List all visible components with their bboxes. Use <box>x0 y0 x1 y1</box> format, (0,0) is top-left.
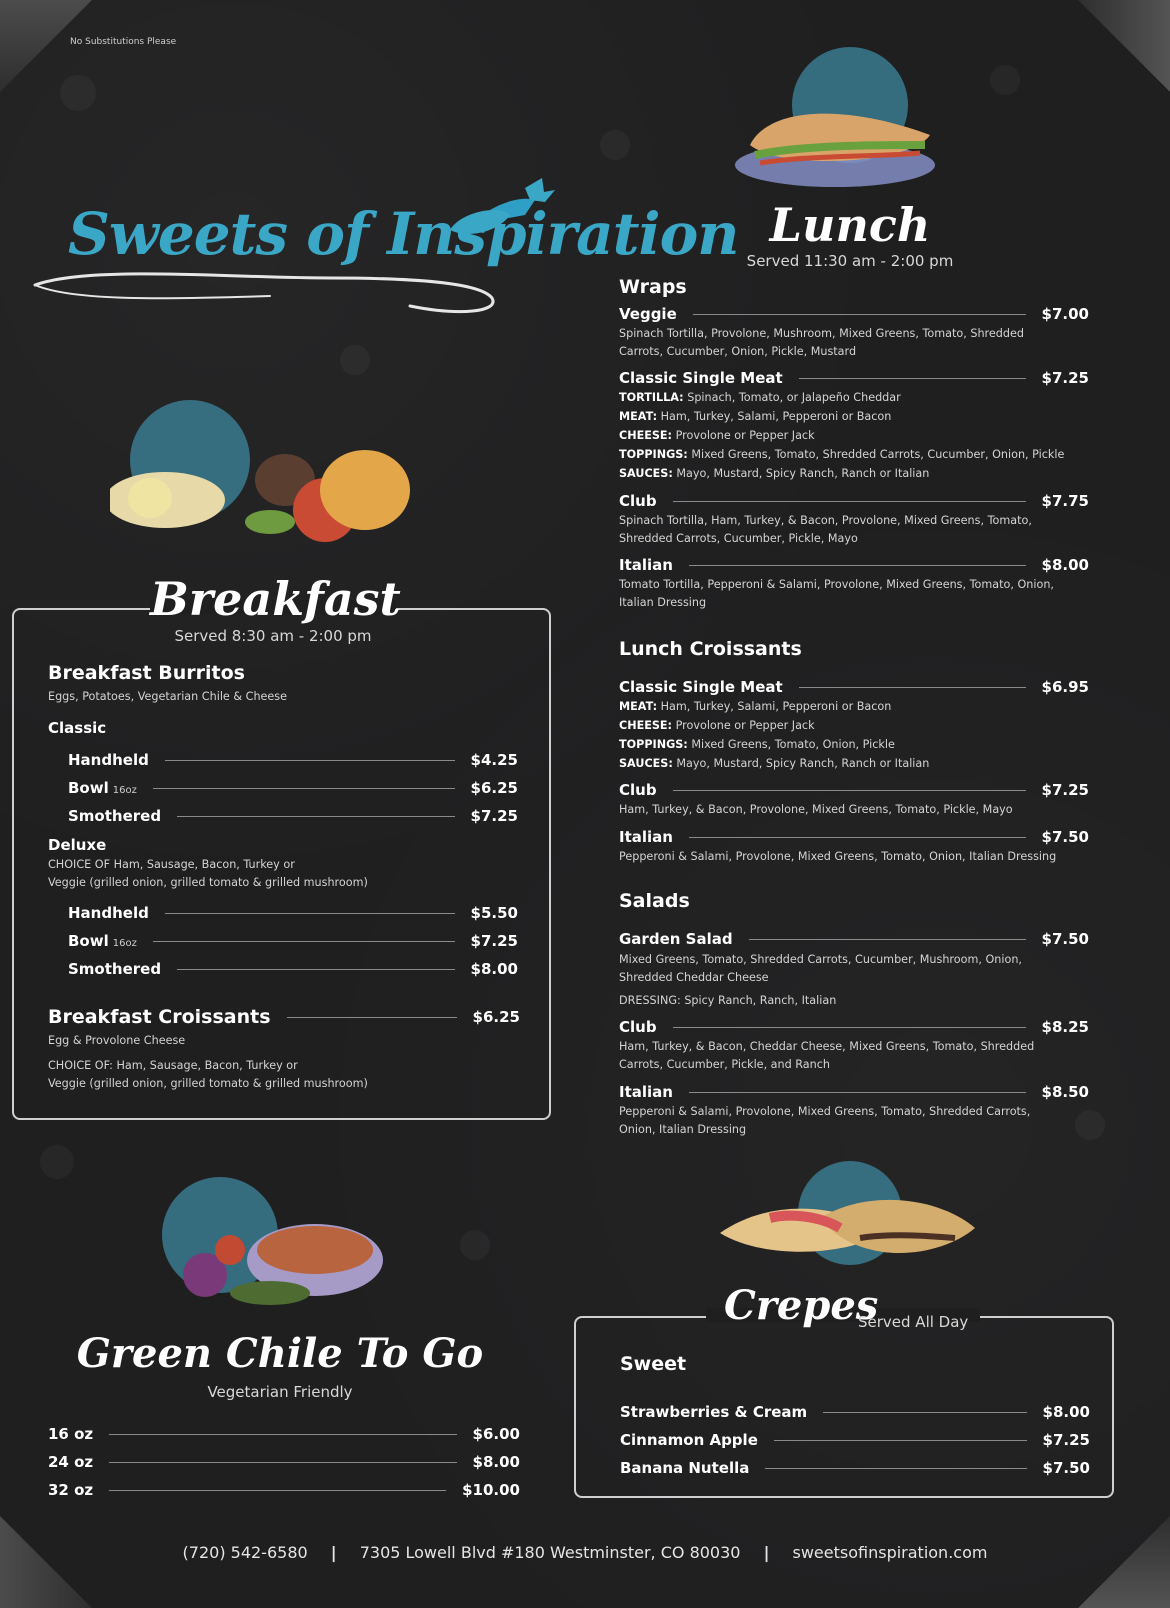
dotted-leader <box>109 1462 456 1463</box>
item-price: $6.95 <box>1041 678 1089 696</box>
deluxe-label: Deluxe <box>48 836 107 854</box>
wrap-classic-sauces: SAUCES: Mayo, Mustard, Spicy Ranch, Ranch or Italian <box>619 467 930 480</box>
breakfast-croissants-choice-line-2: Veggie (grilled onion, grilled tomato & grilled mushroom) <box>48 1077 368 1090</box>
deluxe-desc-line-1: CHOICE OF Ham, Sausage, Bacon, Turkey or <box>48 858 295 871</box>
item-price: $7.50 <box>1041 930 1089 948</box>
dotted-leader <box>689 837 1026 838</box>
item-price: $8.00 <box>1042 1403 1090 1421</box>
classic-label: Classic <box>48 719 107 737</box>
item-name: Handheld <box>68 751 149 769</box>
dotted-leader <box>177 969 454 970</box>
item-name: Smothered <box>68 960 162 978</box>
item-name: Classic Single Meat <box>619 369 783 387</box>
menu-item-salad-italian <box>619 1083 1089 1101</box>
crepes-title: Crepes <box>724 1282 879 1329</box>
garden-salad-dressing: DRESSING: Spicy Ranch, Ranch, Italian <box>619 994 837 1007</box>
item-name: Italian <box>619 828 673 846</box>
menu-item-deluxe-handheld <box>68 904 518 922</box>
item-name: Club <box>619 1018 657 1036</box>
salad-italian-desc-1: Pepperoni & Salami, Provolone, Mixed Greens, Tomato, Shredded Carrots, <box>619 1105 1031 1118</box>
item-price: $5.50 <box>470 904 518 922</box>
garden-salad-desc-1: Mixed Greens, Tomato, Shredded Carrots, Cucumber, Mushroom, Onion, <box>619 953 1022 966</box>
crepes-illustration <box>710 1158 980 1278</box>
corner-decoration <box>1078 0 1170 92</box>
lunch-title: Lunch <box>769 198 931 252</box>
menu-item-green-chile-24oz <box>48 1453 520 1471</box>
wrap-classic-cheese: CHEESE: Provolone or Pepper Jack <box>619 429 815 442</box>
dotted-leader <box>799 378 1026 379</box>
item-price: $7.50 <box>1042 1459 1090 1477</box>
item-price: $7.00 <box>1041 305 1089 323</box>
item-name: 16 oz <box>48 1425 94 1443</box>
breakfast-served-hours: Served 8:30 am - 2:00 pm <box>174 627 372 645</box>
croissant-classic-cheese: CHEESE: Provolone or Pepper Jack <box>619 719 815 732</box>
bg-dot <box>40 1145 74 1179</box>
menu-item-deluxe-bowl <box>68 932 518 950</box>
menu-item-croissant-italian <box>619 828 1089 846</box>
breakfast-food-illustration <box>110 400 420 550</box>
item-name: Club <box>619 781 657 799</box>
menu-item-crepe-banana-nutella <box>620 1459 1090 1477</box>
item-name: Strawberries & Cream <box>620 1403 808 1421</box>
croissant-classic-sauces: SAUCES: Mayo, Mustard, Spicy Ranch, Ranch or Italian <box>619 757 930 770</box>
wraps-heading: Wraps <box>619 276 687 298</box>
item-price: $8.00 <box>470 960 518 978</box>
menu-item-green-chile-16oz <box>48 1425 520 1443</box>
breakfast-croissants-choice-line-1: CHOICE OF: Ham, Sausage, Bacon, Turkey or <box>48 1059 298 1072</box>
breakfast-croissants-heading: Breakfast Croissants <box>48 1006 271 1028</box>
menu-item-wrap-veggie <box>619 305 1089 323</box>
deluxe-desc-line-2: Veggie (grilled onion, grilled tomato & grilled mushroom) <box>48 876 368 889</box>
dotted-leader <box>287 1017 457 1018</box>
item-name: Handheld <box>68 904 149 922</box>
wrap-club-desc-1: Spinach Tortilla, Ham, Turkey, & Bacon, Provolone, Mixed Greens, Tomato, <box>619 514 1032 527</box>
dotted-leader <box>673 790 1026 791</box>
dotted-leader <box>749 939 1026 940</box>
corner-decoration <box>1078 1516 1170 1608</box>
item-price: $6.00 <box>472 1425 520 1443</box>
menu-item-breakfast-croissants <box>48 1006 520 1028</box>
item-size-note: 16oz <box>112 938 137 949</box>
breakfast-title: Breakfast <box>150 572 401 626</box>
item-price: $8.00 <box>1041 556 1089 574</box>
dotted-leader <box>177 816 454 817</box>
wrap-club-desc-2: Shredded Carrots, Cucumber, Pickle, Mayo <box>619 532 858 545</box>
menu-item-classic-bowl <box>68 779 518 797</box>
item-price: $7.25 <box>470 932 518 950</box>
green-chile-title: Green Chile To Go <box>76 1330 484 1377</box>
salads-heading: Salads <box>619 890 690 912</box>
footer-contact <box>0 1543 1170 1562</box>
bg-dot <box>460 1230 490 1260</box>
croissant-club-desc: Ham, Turkey, & Bacon, Provolone, Mixed Greens, Tomato, Pickle, Mayo <box>619 803 1013 816</box>
item-name: 24 oz <box>48 1453 94 1471</box>
item-price: $6.25 <box>472 1008 520 1026</box>
menu-item-crepe-strawberries-cream <box>620 1403 1090 1421</box>
croissant-classic-meat: MEAT: Ham, Turkey, Salami, Pepperoni or Bacon <box>619 700 892 713</box>
item-name: Cinnamon Apple <box>620 1431 758 1449</box>
salad-italian-desc-2: Onion, Italian Dressing <box>619 1123 747 1136</box>
brand-name: Sweets of Inspiration <box>68 200 739 268</box>
crepes-served-hours: Served All Day <box>858 1313 969 1331</box>
salad-club-desc-2: Carrots, Cucumber, Pickle, and Ranch <box>619 1058 830 1071</box>
dotted-leader <box>689 1092 1026 1093</box>
croissant-italian-desc: Pepperoni & Salami, Provolone, Mixed Greens, Tomato, Onion, Italian Dressing <box>619 850 1057 863</box>
dotted-leader <box>689 565 1026 566</box>
menu-item-classic-handheld <box>68 751 518 769</box>
lunch-croissants-heading: Lunch Croissants <box>619 638 802 660</box>
breakfast-burritos-desc: Eggs, Potatoes, Vegetarian Chile & Cheese <box>48 690 288 703</box>
item-name: Club <box>619 492 657 510</box>
dotted-leader <box>693 314 1026 315</box>
croissant-classic-toppings: TOPPINGS: Mixed Greens, Tomato, Onion, Pickle <box>619 738 895 751</box>
item-price: $6.25 <box>470 779 518 797</box>
item-name: Classic Single Meat <box>619 678 783 696</box>
garden-salad-desc-2: Shredded Cheddar Cheese <box>619 971 769 984</box>
footer-phone: (720) 542-6580 <box>182 1543 308 1562</box>
item-name: Banana Nutella <box>620 1459 750 1477</box>
menu-item-crepe-cinnamon-apple <box>620 1431 1090 1449</box>
menu-item-wrap-italian <box>619 556 1089 574</box>
dotted-leader <box>765 1468 1026 1469</box>
dotted-leader <box>153 788 455 789</box>
wrap-italian-desc-2: Italian Dressing <box>619 596 707 609</box>
item-name: Bowl 16oz <box>68 932 137 950</box>
dotted-leader <box>165 760 455 761</box>
item-name: Italian <box>619 1083 673 1101</box>
wrap-veggie-desc-1: Spinach Tortilla, Provolone, Mushroom, Mixed Greens, Tomato, Shredded <box>619 327 1024 340</box>
dotted-leader <box>109 1490 446 1491</box>
footer-address: 7305 Lowell Blvd #180 Westminster, CO 80030 <box>359 1543 741 1562</box>
dotted-leader <box>109 1434 456 1435</box>
item-size-note: 16oz <box>112 785 137 796</box>
item-price: $10.00 <box>462 1481 520 1499</box>
wrap-classic-toppings: TOPPINGS: Mixed Greens, Tomato, Shredded Carrots, Cucumber, Onion, Pickle <box>619 448 1065 461</box>
bg-dot <box>60 75 96 111</box>
item-name: Italian <box>619 556 673 574</box>
item-price: $8.25 <box>1041 1018 1089 1036</box>
bg-dot <box>600 130 630 160</box>
wrap-italian-desc-1: Tomato Tortilla, Pepperoni & Salami, Provolone, Mixed Greens, Tomato, Onion, <box>619 578 1054 591</box>
item-price: $4.25 <box>470 751 518 769</box>
corner-decoration <box>0 1516 92 1608</box>
footer-separator: | <box>763 1543 770 1562</box>
bg-dot <box>340 345 370 375</box>
menu-item-croissant-classic-single-meat <box>619 678 1089 696</box>
dotted-leader <box>153 941 455 942</box>
dotted-leader <box>673 501 1026 502</box>
item-name: Veggie <box>619 305 677 323</box>
wrap-classic-meat: MEAT: Ham, Turkey, Salami, Pepperoni or Bacon <box>619 410 892 423</box>
item-name: Bowl 16oz <box>68 779 137 797</box>
item-price: $7.50 <box>1041 828 1089 846</box>
item-price: $7.75 <box>1041 492 1089 510</box>
dotted-leader <box>165 913 455 914</box>
dotted-leader <box>673 1027 1026 1028</box>
menu-item-green-chile-32oz <box>48 1481 520 1499</box>
salad-club-desc-1: Ham, Turkey, & Bacon, Cheddar Cheese, Mixed Greens, Tomato, Shredded <box>619 1040 1035 1053</box>
item-price: $8.50 <box>1041 1083 1089 1101</box>
item-name: 32 oz <box>48 1481 94 1499</box>
breakfast-burritos-heading: Breakfast Burritos <box>48 662 245 684</box>
no-substitutions-note: No Substitutions Please <box>70 37 177 47</box>
wrap-classic-tortilla: TORTILLA: Spinach, Tomato, or Jalapeño Cheddar <box>619 391 901 404</box>
lunch-sandwich-illustration <box>720 45 970 195</box>
menu-item-wrap-classic-single-meat <box>619 369 1089 387</box>
item-name: Smothered <box>68 807 162 825</box>
wrap-veggie-desc-2: Carrots, Cucumber, Onion, Pickle, Mustard <box>619 345 857 358</box>
menu-item-wrap-club <box>619 492 1089 510</box>
dotted-leader <box>774 1440 1027 1441</box>
item-price: $7.25 <box>1041 781 1089 799</box>
footer-website-link[interactable]: sweetsofinspiration.com <box>792 1543 988 1562</box>
menu-item-salad-club <box>619 1018 1089 1036</box>
crepes-sweet-label: Sweet <box>620 1353 687 1375</box>
bg-dot <box>1075 1110 1105 1140</box>
item-name: Garden Salad <box>619 930 733 948</box>
item-price: $7.25 <box>470 807 518 825</box>
menu-item-garden-salad <box>619 930 1089 948</box>
item-price: $8.00 <box>472 1453 520 1471</box>
menu-item-croissant-club <box>619 781 1089 799</box>
green-chile-subtitle: Vegetarian Friendly <box>207 1383 353 1401</box>
breakfast-croissants-desc: Egg & Provolone Cheese <box>48 1034 186 1047</box>
item-price: $7.25 <box>1041 369 1089 387</box>
bg-dot <box>990 65 1020 95</box>
menu-item-deluxe-smothered <box>68 960 518 978</box>
green-chile-illustration <box>150 1175 400 1315</box>
dotted-leader <box>823 1412 1026 1413</box>
footer-separator: | <box>330 1543 337 1562</box>
item-price: $7.25 <box>1042 1431 1090 1449</box>
menu-item-classic-smothered <box>68 807 518 825</box>
dotted-leader <box>799 687 1026 688</box>
lunch-served-hours: Served 11:30 am - 2:00 pm <box>746 252 954 270</box>
